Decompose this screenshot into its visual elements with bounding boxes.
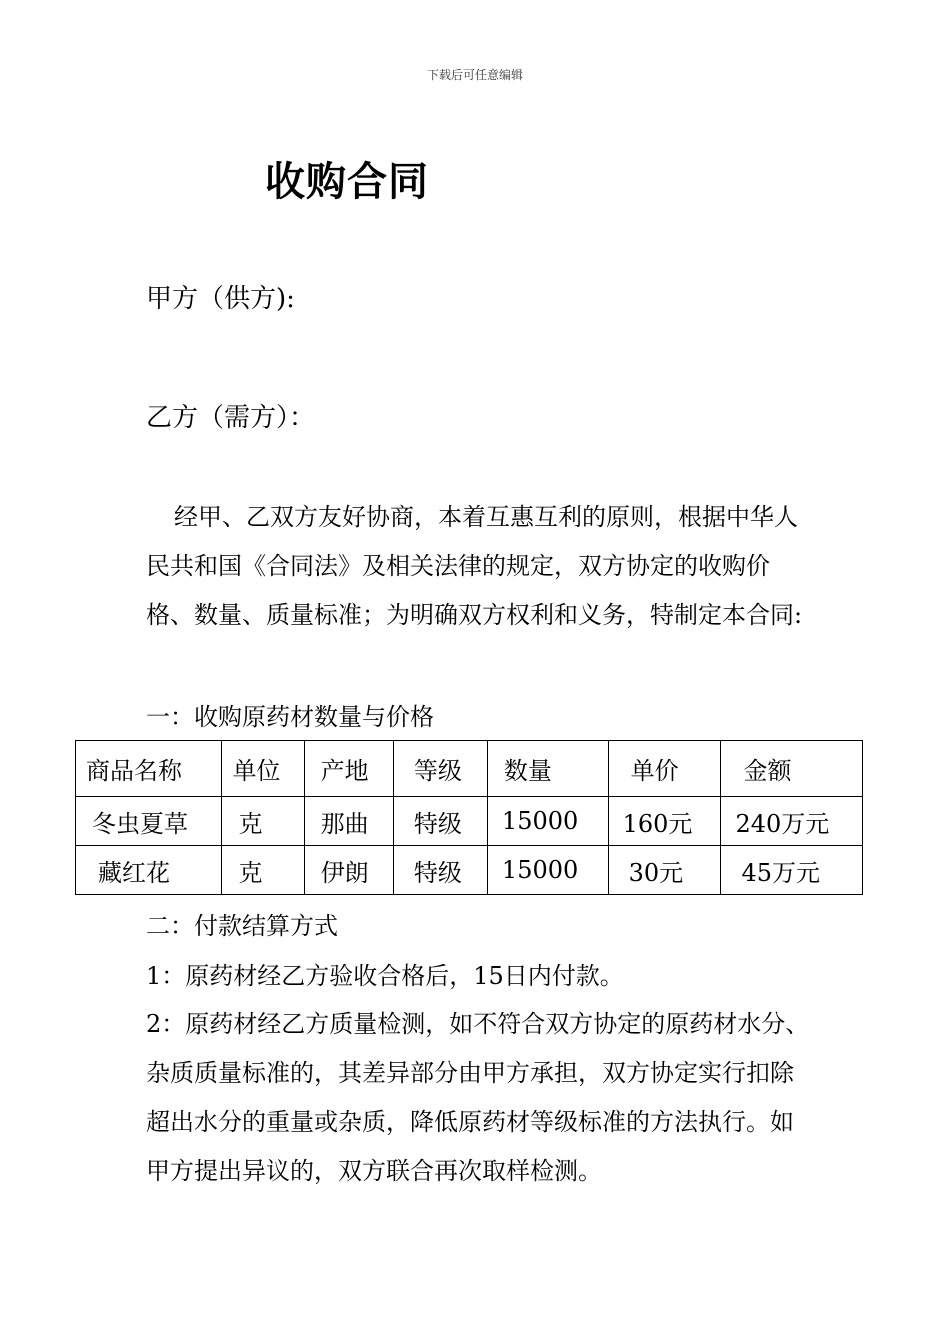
table-cell: 45万元 [721, 846, 863, 895]
table-cell: 那曲 [304, 797, 393, 846]
party-b-label: 乙方（需方）： [146, 403, 316, 433]
clause-2: 2：原药材经乙方质量检测，如不符合双方协定的原药材水分、杂质质量标准的，其差异部分由甲方承担，双方协定实行扣除超出水分的重量或杂质，降低原药材等级标准的方法执行。如甲方提出异议的，双方联合再次取样检测。 [146, 1010, 810, 1185]
header-cell: 金额 [721, 741, 863, 797]
header-cell: 数量 [487, 741, 608, 797]
table-cell: 特级 [393, 846, 487, 895]
table-cell: 克 [222, 797, 304, 846]
clause-1: 1：原药材经乙方验收合格后，15日内付款。 [146, 962, 624, 990]
table-cell: 240万元 [721, 797, 863, 846]
table-cell: 克 [222, 846, 304, 895]
table-cell: 特级 [393, 797, 487, 846]
intro-paragraph: 经甲、乙双方友好协商，本着互惠互利的原则，根据中华人民共和国《合同法》及相关法律的规定，双方协定的收购价格、数量、质量标准；为明确双方权利和义务，特制定本合同: [146, 503, 803, 629]
table-cell: 160元 [608, 797, 721, 846]
table-cell: 30元 [608, 846, 721, 895]
table-row [76, 846, 863, 895]
header-cell: 单价 [608, 741, 721, 797]
table-cell: 伊朗 [304, 846, 393, 895]
party-a-label: 甲方（供方): [146, 284, 295, 314]
document-title: 收购合同 [265, 159, 429, 205]
header-cell: 单位 [222, 741, 304, 797]
goods-table [75, 740, 863, 895]
header-cell: 商品名称 [76, 741, 222, 797]
table-cell: 15000 [487, 797, 608, 846]
table-header-row [76, 741, 863, 797]
section-1-title: 一：收购原药材数量与价格 [146, 703, 434, 731]
table-row [76, 797, 863, 846]
table-cell: 15000 [487, 846, 608, 895]
header-cell: 等级 [393, 741, 487, 797]
table-cell: 藏红花 [76, 846, 222, 895]
header-cell: 产地 [304, 741, 393, 797]
section-2-title: 二：付款结算方式 [146, 912, 338, 940]
header-note: 下载后可任意编辑 [426, 68, 523, 82]
table-cell: 冬虫夏草 [76, 797, 222, 846]
